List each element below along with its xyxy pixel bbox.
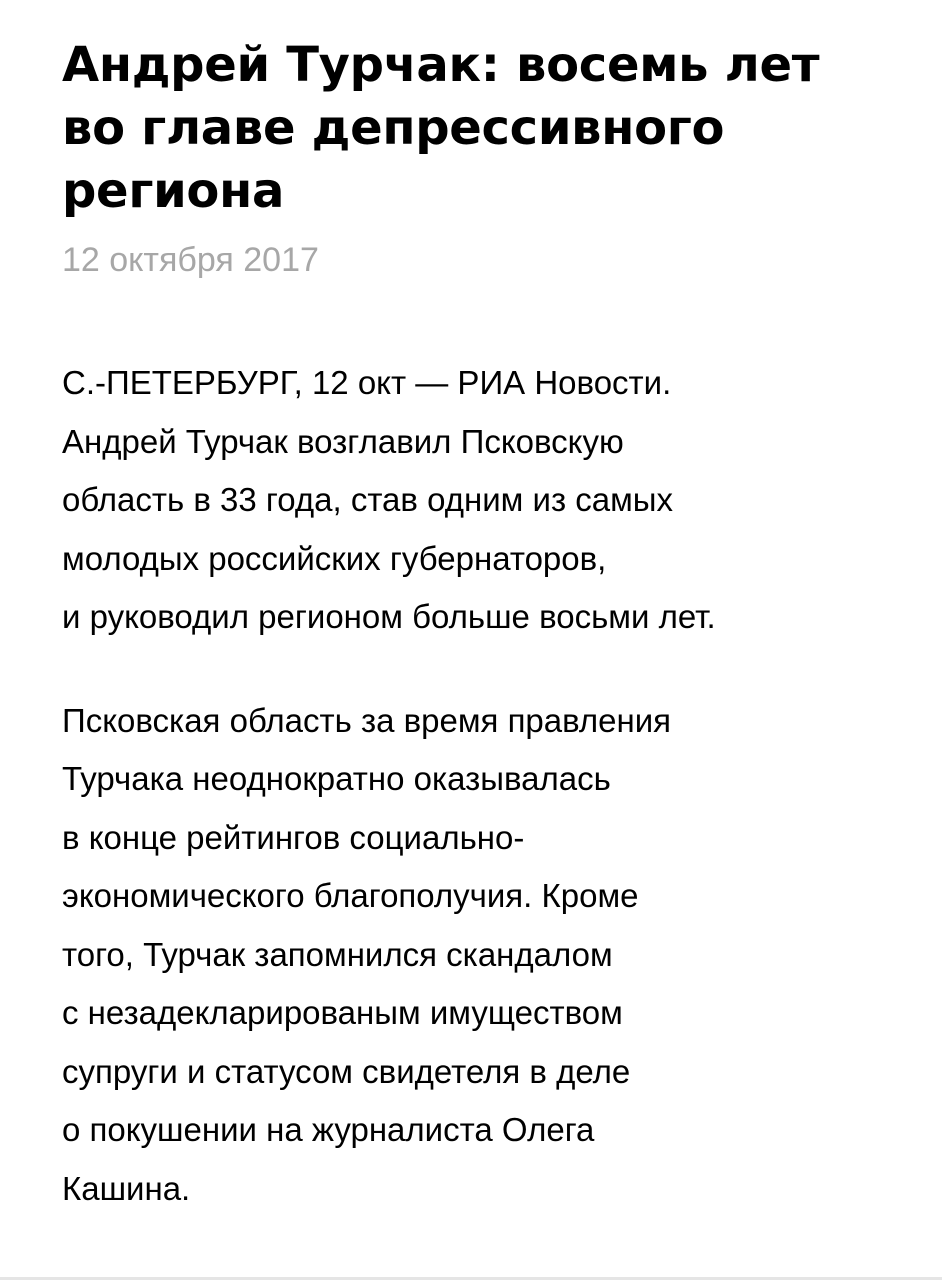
paragraph-line: супруги и статусом свидетеля в деле [62,1052,631,1090]
publication-date: 12 октября 2017 [62,241,319,279]
paragraph-line: область в 33 года, став одним из самых [62,481,673,518]
paragraph-line: с незадекларированым имуществом [62,994,623,1031]
paragraph-line: Кашина. [62,1169,191,1207]
article [62,34,912,1218]
paragraph-line: о покушении на журналиста Олега [62,1111,595,1148]
title-line: региона [62,163,285,219]
title-line: Андрей Турчак: восемь лет [62,37,820,93]
article-paragraph [62,692,912,1219]
title-line: во главе депрессивного [62,100,725,156]
paragraph-line: и руководил регионом больше восьми лет. [62,598,716,635]
paragraph-line: С.-ПЕТЕРБУРГ, 12 окт — РИА Новости. [62,364,672,401]
paragraph-line: Турчака неоднократно оказывалась [62,760,611,797]
paragraph-line: Андрей Турчак возглавил Псковскую [62,422,624,460]
paragraph-line: Псковская область за время правления [62,701,672,739]
article-title [62,34,912,223]
paragraph-line: того, Турчак запомнился скандалом [62,935,613,973]
article-paragraph [62,354,912,647]
paragraph-line: экономического благополучия. Кроме [62,877,639,914]
paragraph-line: в конце рейтингов социально- [62,818,525,856]
paragraph-line: молодых российских губернаторов, [62,539,607,577]
